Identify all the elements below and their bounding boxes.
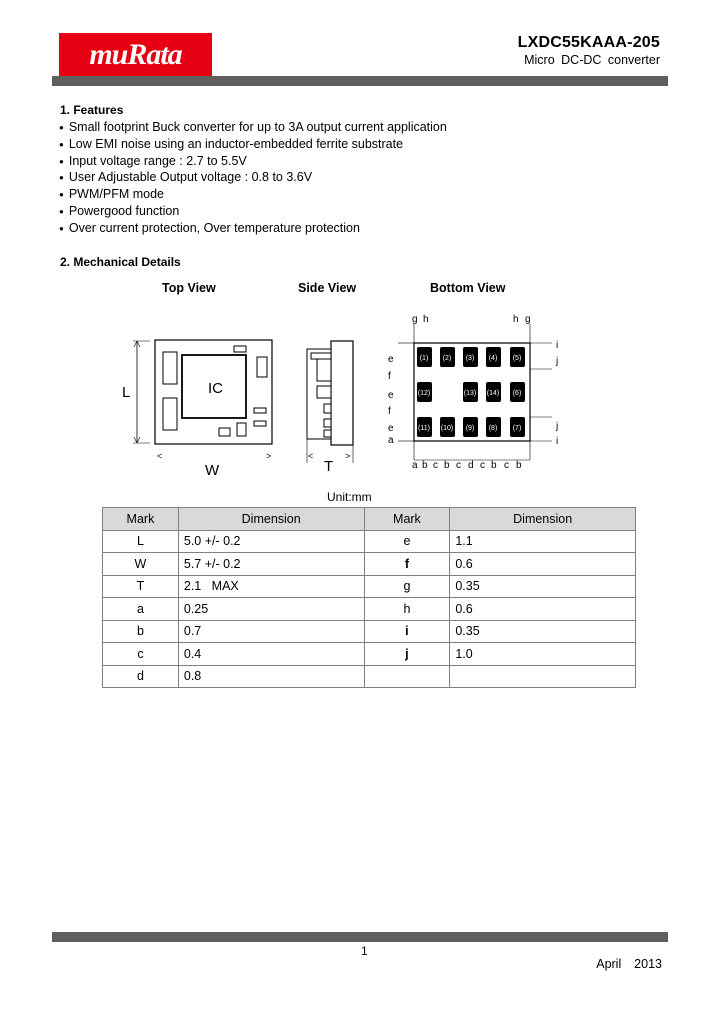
- pin-label: (2): [442, 355, 452, 362]
- dim-left: e: [388, 354, 394, 365]
- dimension-cell: 0.35: [450, 620, 636, 643]
- table-row: [103, 575, 636, 598]
- dim-right: j: [556, 356, 559, 367]
- footer-divider: [52, 932, 668, 942]
- mark-cell: [364, 665, 450, 688]
- feature-item: ● Small footprint Buck converter for up to 3A output current application: [59, 119, 447, 136]
- pin-label: (14): [486, 390, 500, 397]
- feature-item: ● Input voltage range : 2.7 to 5.5V: [59, 153, 447, 170]
- dim-label-W: W: [205, 462, 220, 479]
- table-row: [103, 598, 636, 621]
- dim-bottom: b: [444, 460, 450, 471]
- svg-text:>: >: [266, 451, 272, 461]
- dim-left: f: [388, 406, 391, 417]
- features-list: [59, 119, 447, 237]
- dim-right: i: [556, 436, 559, 447]
- dim-bottom: c: [504, 460, 509, 471]
- bottom-view-title: Bottom View: [430, 281, 506, 295]
- table-header: Dimension: [178, 508, 364, 531]
- svg-text:<: <: [308, 451, 314, 461]
- dimension-cell: [450, 665, 636, 688]
- feature-item: ● Low EMI noise using an inductor-embedded ferrite substrate: [59, 136, 447, 153]
- table-row: [103, 530, 636, 553]
- dim-bottom: c: [480, 460, 485, 471]
- table-row: [103, 643, 636, 666]
- dim-bottom: b: [422, 460, 428, 471]
- table-row: [103, 553, 636, 576]
- dim-label-T: T: [324, 458, 334, 475]
- mechanical-heading: 2. Mechanical Details: [60, 255, 181, 269]
- side-view-title: Side View: [298, 281, 357, 295]
- feature-item: ● PWM/PFM mode: [59, 186, 447, 203]
- mark-cell: a: [103, 598, 179, 621]
- part-number: LXDC55KAAA-205: [517, 34, 660, 51]
- pin-label: (13): [463, 390, 477, 397]
- dim-left: f: [388, 371, 391, 382]
- svg-text:>: >: [345, 451, 351, 461]
- unit-label: Unit:mm: [327, 490, 372, 504]
- dimension-cell: 0.4: [178, 643, 364, 666]
- side-view-drawing: [300, 335, 370, 475]
- ic-label: IC: [208, 380, 223, 397]
- dim-bottom: c: [456, 460, 461, 471]
- pin-label: (5): [512, 355, 522, 362]
- mark-cell: d: [103, 665, 179, 688]
- feature-item: ● User Adjustable Output voltage : 0.8 to 3.6V: [59, 169, 447, 186]
- dimension-cell: 0.7: [178, 620, 364, 643]
- page-number: 1: [361, 944, 368, 958]
- dimension-cell: 0.25: [178, 598, 364, 621]
- dim-bottom: d: [468, 460, 474, 471]
- dim-bottom: b: [491, 460, 497, 471]
- dimension-cell: 5.0 +/- 0.2: [178, 530, 364, 553]
- feature-item: ● Powergood function: [59, 203, 447, 220]
- dim-top: g: [412, 314, 418, 325]
- dimension-cell: 0.8: [178, 665, 364, 688]
- table-row: [103, 620, 636, 643]
- feature-item: ● Over current protection, Over temperature protection: [59, 220, 447, 237]
- dimension-cell: 1.1: [450, 530, 636, 553]
- pin-label: (11): [418, 425, 430, 432]
- mark-cell: h: [364, 598, 450, 621]
- table-header: Mark: [103, 508, 179, 531]
- table-row: [103, 665, 636, 688]
- dimension-cell: 0.35: [450, 575, 636, 598]
- header-divider: [52, 76, 668, 86]
- pin-label: (3): [465, 355, 475, 362]
- dimension-table: [102, 507, 636, 688]
- mark-cell: b: [103, 620, 179, 643]
- top-view-drawing: [120, 335, 280, 480]
- pin-label: (7): [512, 425, 522, 432]
- dim-left: e: [388, 390, 394, 401]
- dim-bottom: b: [516, 460, 522, 471]
- dim-label-L: L: [122, 384, 131, 401]
- dim-right: j: [556, 421, 559, 432]
- svg-text:<: <: [157, 451, 163, 461]
- table-header: Dimension: [450, 508, 636, 531]
- pin-label: (12): [417, 390, 431, 397]
- dim-left: e: [388, 423, 394, 434]
- table-header: Mark: [364, 508, 450, 531]
- pin-label: (8): [488, 425, 498, 432]
- pin-label: (1): [419, 355, 429, 362]
- dimension-cell: 2.1 MAX: [178, 575, 364, 598]
- dim-right: i: [556, 340, 559, 351]
- pin-label: (10): [440, 425, 454, 432]
- dimension-cell: 1.0: [450, 643, 636, 666]
- mark-cell: g: [364, 575, 450, 598]
- mark-cell: i: [364, 620, 450, 643]
- dimension-cell: 5.7 +/- 0.2: [178, 553, 364, 576]
- mark-cell: e: [364, 530, 450, 553]
- bottom-view-drawing: [380, 310, 580, 490]
- pin-label: (9): [465, 425, 475, 432]
- dim-left: a: [388, 435, 394, 446]
- dimension-cell: 0.6: [450, 598, 636, 621]
- dimension-cell: 0.6: [450, 553, 636, 576]
- dim-top: h: [423, 314, 429, 325]
- mark-cell: j: [364, 643, 450, 666]
- product-subtitle: Micro DC-DC converter: [524, 53, 660, 67]
- dim-top: g: [525, 314, 531, 325]
- publish-date: April 2013: [596, 957, 662, 971]
- dim-bottom: a: [412, 460, 418, 471]
- murata-logo: muRata: [59, 33, 212, 76]
- features-heading: 1. Features: [60, 103, 124, 117]
- dim-bottom: c: [433, 460, 438, 471]
- mark-cell: L: [103, 530, 179, 553]
- dim-top: h: [513, 314, 519, 325]
- mark-cell: c: [103, 643, 179, 666]
- mark-cell: f: [364, 553, 450, 576]
- pin-label: (4): [488, 355, 498, 362]
- pin-label: (6): [512, 390, 522, 397]
- mark-cell: W: [103, 553, 179, 576]
- top-view-title: Top View: [162, 281, 216, 295]
- mark-cell: T: [103, 575, 179, 598]
